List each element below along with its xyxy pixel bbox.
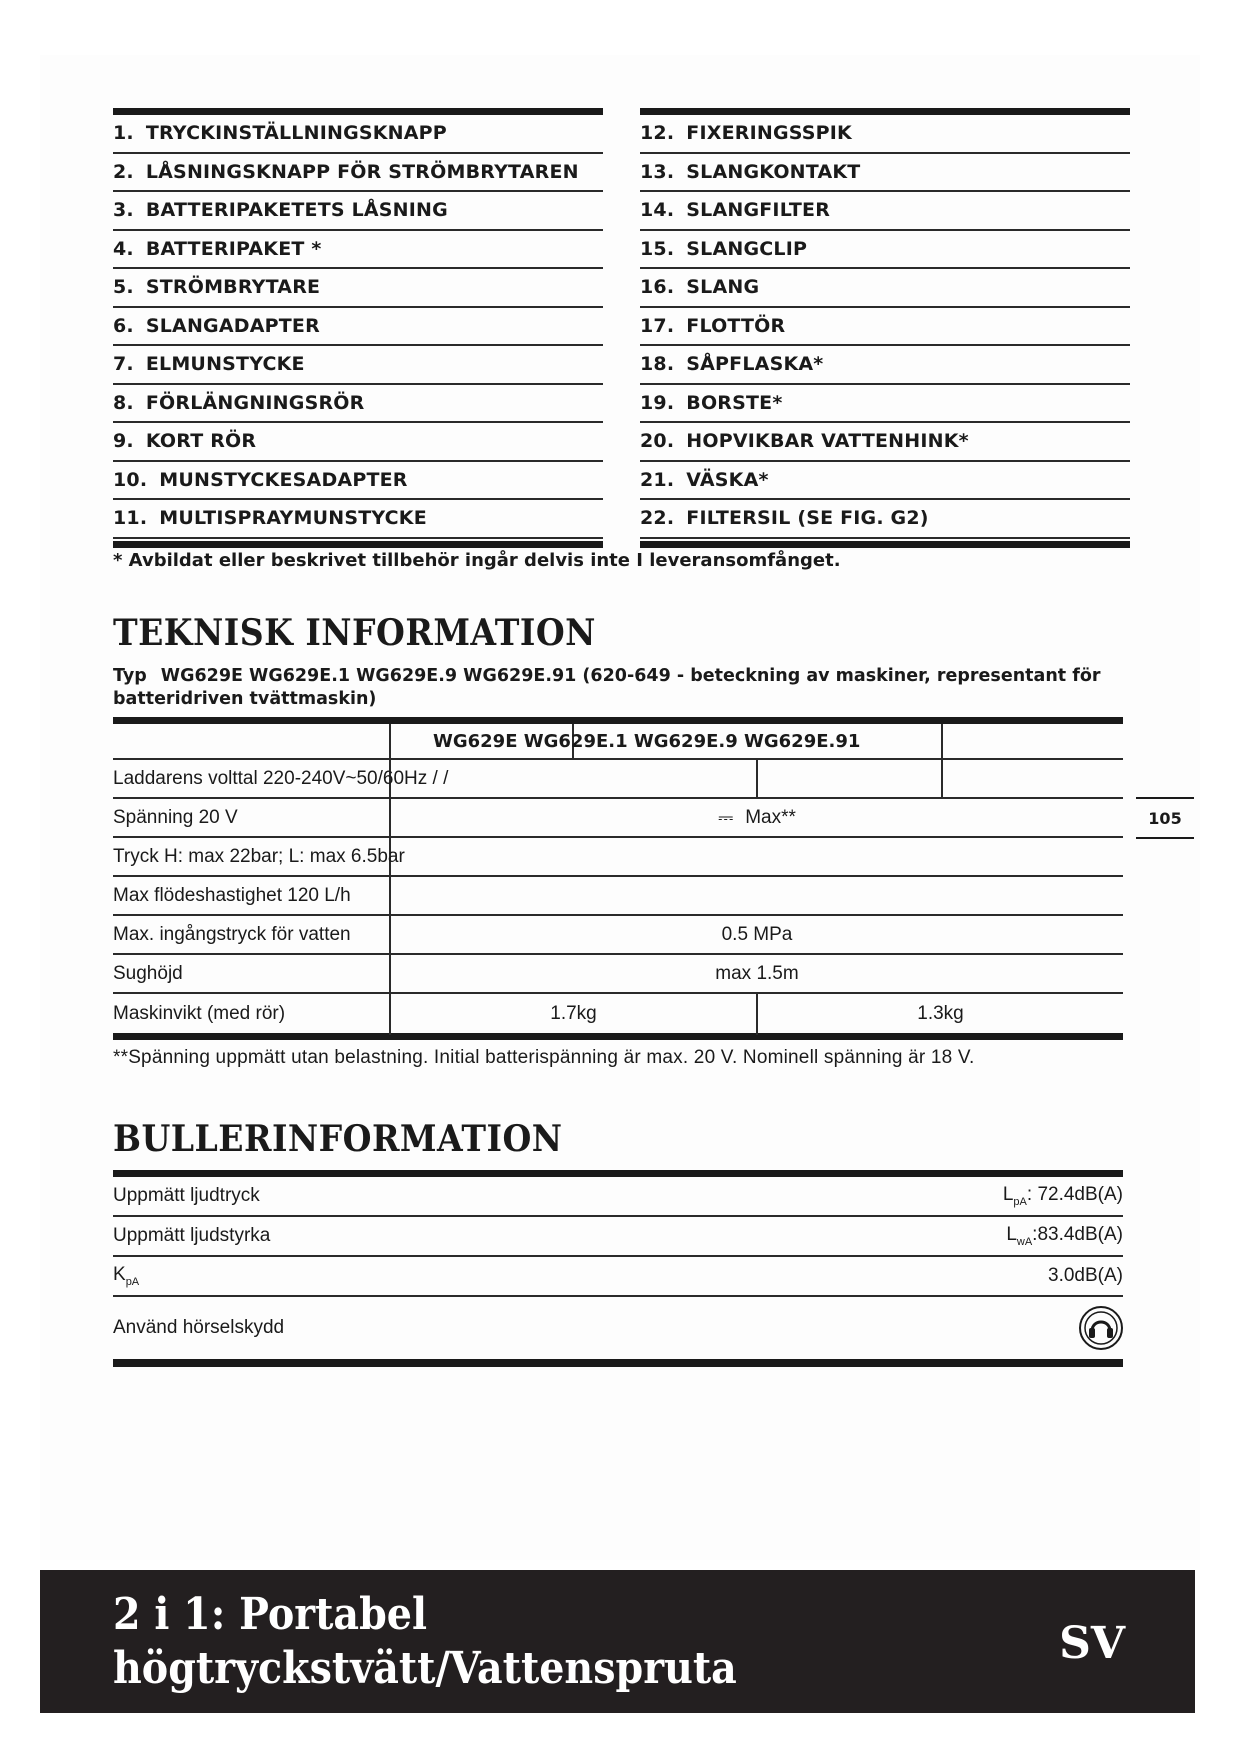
part-label: SLANGCLIP <box>686 237 808 260</box>
part-item <box>113 385 603 424</box>
part-item <box>640 231 1130 270</box>
part-label: SLANG <box>686 276 760 299</box>
weight-value-a: 1.7kg <box>550 1002 597 1024</box>
rule <box>640 541 1130 548</box>
part-number: 22. <box>640 507 675 530</box>
part-number: 21. <box>640 468 675 491</box>
tech-row-suction <box>113 955 1123 994</box>
part-item <box>640 385 1130 424</box>
part-label: MUNSTYCKESADAPTER <box>159 468 408 491</box>
ear-protection-icon <box>1079 1306 1123 1350</box>
part-number: 15. <box>640 237 675 260</box>
part-number: 6. <box>113 314 134 337</box>
part-number: 19. <box>640 391 675 414</box>
noise-row-power <box>113 1217 1123 1257</box>
tech-info-title: TEKNISK INFORMATION <box>113 612 596 654</box>
noise-table <box>113 1170 1123 1367</box>
voltage-max: Max** <box>745 806 796 828</box>
part-number: 9. <box>113 430 134 453</box>
suction-value: max 1.5m <box>715 962 799 984</box>
voltage-value <box>391 799 1123 836</box>
part-item <box>640 462 1130 501</box>
part-item <box>113 500 603 539</box>
tech-header-row <box>113 724 1123 760</box>
part-number: 16. <box>640 276 675 299</box>
part-number: 10. <box>113 468 148 491</box>
part-number: 18. <box>640 353 675 376</box>
part-label: TRYCKINSTÄLLNINGSKNAPP <box>145 122 447 145</box>
part-item <box>640 308 1130 347</box>
part-number: 2. <box>113 160 134 183</box>
flow-label: Max flödeshastighet 120 L/h <box>113 884 351 906</box>
tech-row-inlet <box>113 916 1123 955</box>
part-item <box>113 308 603 347</box>
rule <box>113 1033 1123 1040</box>
part-label: ELMUNSTYCKE <box>145 353 305 376</box>
part-item <box>113 346 603 385</box>
parts-list-right <box>640 108 1130 548</box>
part-label: BATTERIPAKETETS LÅSNING <box>145 199 448 222</box>
part-label: FÖRLÄNGNINGSRÖR <box>145 391 365 414</box>
part-label: SÅPFLASKA* <box>686 353 824 376</box>
product-title <box>113 1588 737 1696</box>
part-number: 17. <box>640 314 675 337</box>
part-label: SLANGFILTER <box>686 199 831 222</box>
rule <box>113 1359 1123 1367</box>
type-label: Typ <box>113 666 147 686</box>
type-line <box>113 665 1123 711</box>
part-label: BORSTE* <box>686 391 783 414</box>
part-number: 7. <box>113 353 134 376</box>
noise-value: $L_{pA}$: 72.4dB(A) <box>1002 1184 1123 1208</box>
parts-list-left <box>113 108 603 548</box>
tech-row-charger <box>113 760 1123 799</box>
part-label: KORT RÖR <box>145 430 257 453</box>
inlet-label: Max. ingångstryck för vatten <box>113 923 351 945</box>
product-title-line2: högtryckstvätt/Vattenspruta <box>113 1643 737 1694</box>
voltage-note: **Spänning uppmätt utan belastning. Initial batterispänning är max. 20 V. Nominell spänning är 18 V. <box>113 1047 975 1068</box>
part-label: MULTISPRAYMUNSTYCKE <box>159 507 427 530</box>
suction-label: Sughöjd <box>113 962 183 984</box>
part-label: VÄSKA* <box>686 468 769 491</box>
part-label: SLANGADAPTER <box>145 314 320 337</box>
part-number: 13. <box>640 160 675 183</box>
part-item <box>640 154 1130 193</box>
part-item <box>113 269 603 308</box>
model-header: WG629E WG629E.1 WG629E.9 WG629E.91 <box>433 730 861 752</box>
noise-info-title: BULLERINFORMATION <box>113 1118 563 1160</box>
part-label: STRÖMBRYTARE <box>145 276 321 299</box>
tech-row-weight <box>113 994 1123 1033</box>
language-code: SV <box>1059 1618 1125 1669</box>
rule <box>640 108 1130 115</box>
tech-row-pressure <box>113 838 1123 877</box>
weight-label: Maskinvikt (med rör) <box>113 1002 286 1024</box>
part-label: HOPVIKBAR VATTENHINK* <box>686 430 969 453</box>
part-number: 12. <box>640 122 675 145</box>
accessory-note: * Avbildat eller beskrivet tillbehör ingår delvis inte I leveransomfånget. <box>113 550 841 571</box>
weight-value-b: 1.3kg <box>917 1002 964 1024</box>
type-text: WG629E WG629E.1 WG629E.9 WG629E.91 (620-649 - beteckning av maskiner, representant för batteridriven tvättmaskin) <box>113 666 1101 709</box>
rule <box>113 108 603 115</box>
part-number: 3. <box>113 199 134 222</box>
footer-band <box>40 1570 1195 1713</box>
rule <box>113 717 1123 724</box>
tech-row-flow <box>113 877 1123 916</box>
part-item <box>640 423 1130 462</box>
hearing-label: Använd hörselskydd <box>113 1317 285 1338</box>
noise-label: Uppmätt ljudtryck <box>113 1185 260 1206</box>
tech-row-voltage <box>113 799 1123 838</box>
part-label: FIXERINGSSPIK <box>686 122 852 145</box>
part-item <box>113 231 603 270</box>
part-number: 14. <box>640 199 675 222</box>
part-item <box>113 462 603 501</box>
part-label: FILTERSIL (SE FIG. G2) <box>686 507 929 530</box>
part-item <box>640 192 1130 231</box>
part-label: LÅSNINGSKNAPP FÖR STRÖMBRYTAREN <box>145 160 579 183</box>
part-item <box>640 269 1130 308</box>
voltage-label: Spänning 20 V <box>113 806 238 828</box>
part-item <box>113 192 603 231</box>
rule <box>113 541 603 548</box>
tech-table <box>113 717 1123 1040</box>
noise-value: $L_{wA}:83.4dB(A)$ <box>1006 1224 1123 1248</box>
part-item <box>113 423 603 462</box>
noise-row-pressure <box>113 1177 1123 1217</box>
page-number: 105 <box>1136 797 1194 839</box>
noise-row-kpa <box>113 1257 1123 1297</box>
noise-row-hearing <box>113 1297 1123 1359</box>
charger-label: Laddarens volttal 220-240V~50/60Hz / / <box>113 767 449 789</box>
kpa-label: $K_{pA}$ <box>113 1264 140 1288</box>
pressure-label: Tryck H: max 22bar; L: max 6.5bar <box>113 845 405 867</box>
inlet-value: 0.5 MPa <box>721 923 793 945</box>
noise-label: Uppmätt ljudstyrka <box>113 1225 271 1246</box>
part-label: FLOTTÖR <box>686 314 786 337</box>
rule <box>113 1170 1123 1177</box>
part-label: BATTERIPAKET * <box>145 237 322 260</box>
part-number: 4. <box>113 237 134 260</box>
part-number: 8. <box>113 391 134 414</box>
part-item <box>640 500 1130 539</box>
part-item <box>113 154 603 193</box>
part-number: 11. <box>113 507 148 530</box>
kpa-value: 3.0dB(A) <box>1048 1265 1123 1286</box>
part-number: 5. <box>113 276 134 299</box>
dc-symbol-icon: ⎓ <box>718 806 734 829</box>
part-item <box>113 115 603 154</box>
part-item <box>640 115 1130 154</box>
part-label: SLANGKONTAKT <box>686 160 861 183</box>
part-number: 20. <box>640 430 675 453</box>
part-item <box>640 346 1130 385</box>
part-number: 1. <box>113 122 134 145</box>
product-title-line1: 2 i 1: Portabel <box>113 1589 428 1640</box>
